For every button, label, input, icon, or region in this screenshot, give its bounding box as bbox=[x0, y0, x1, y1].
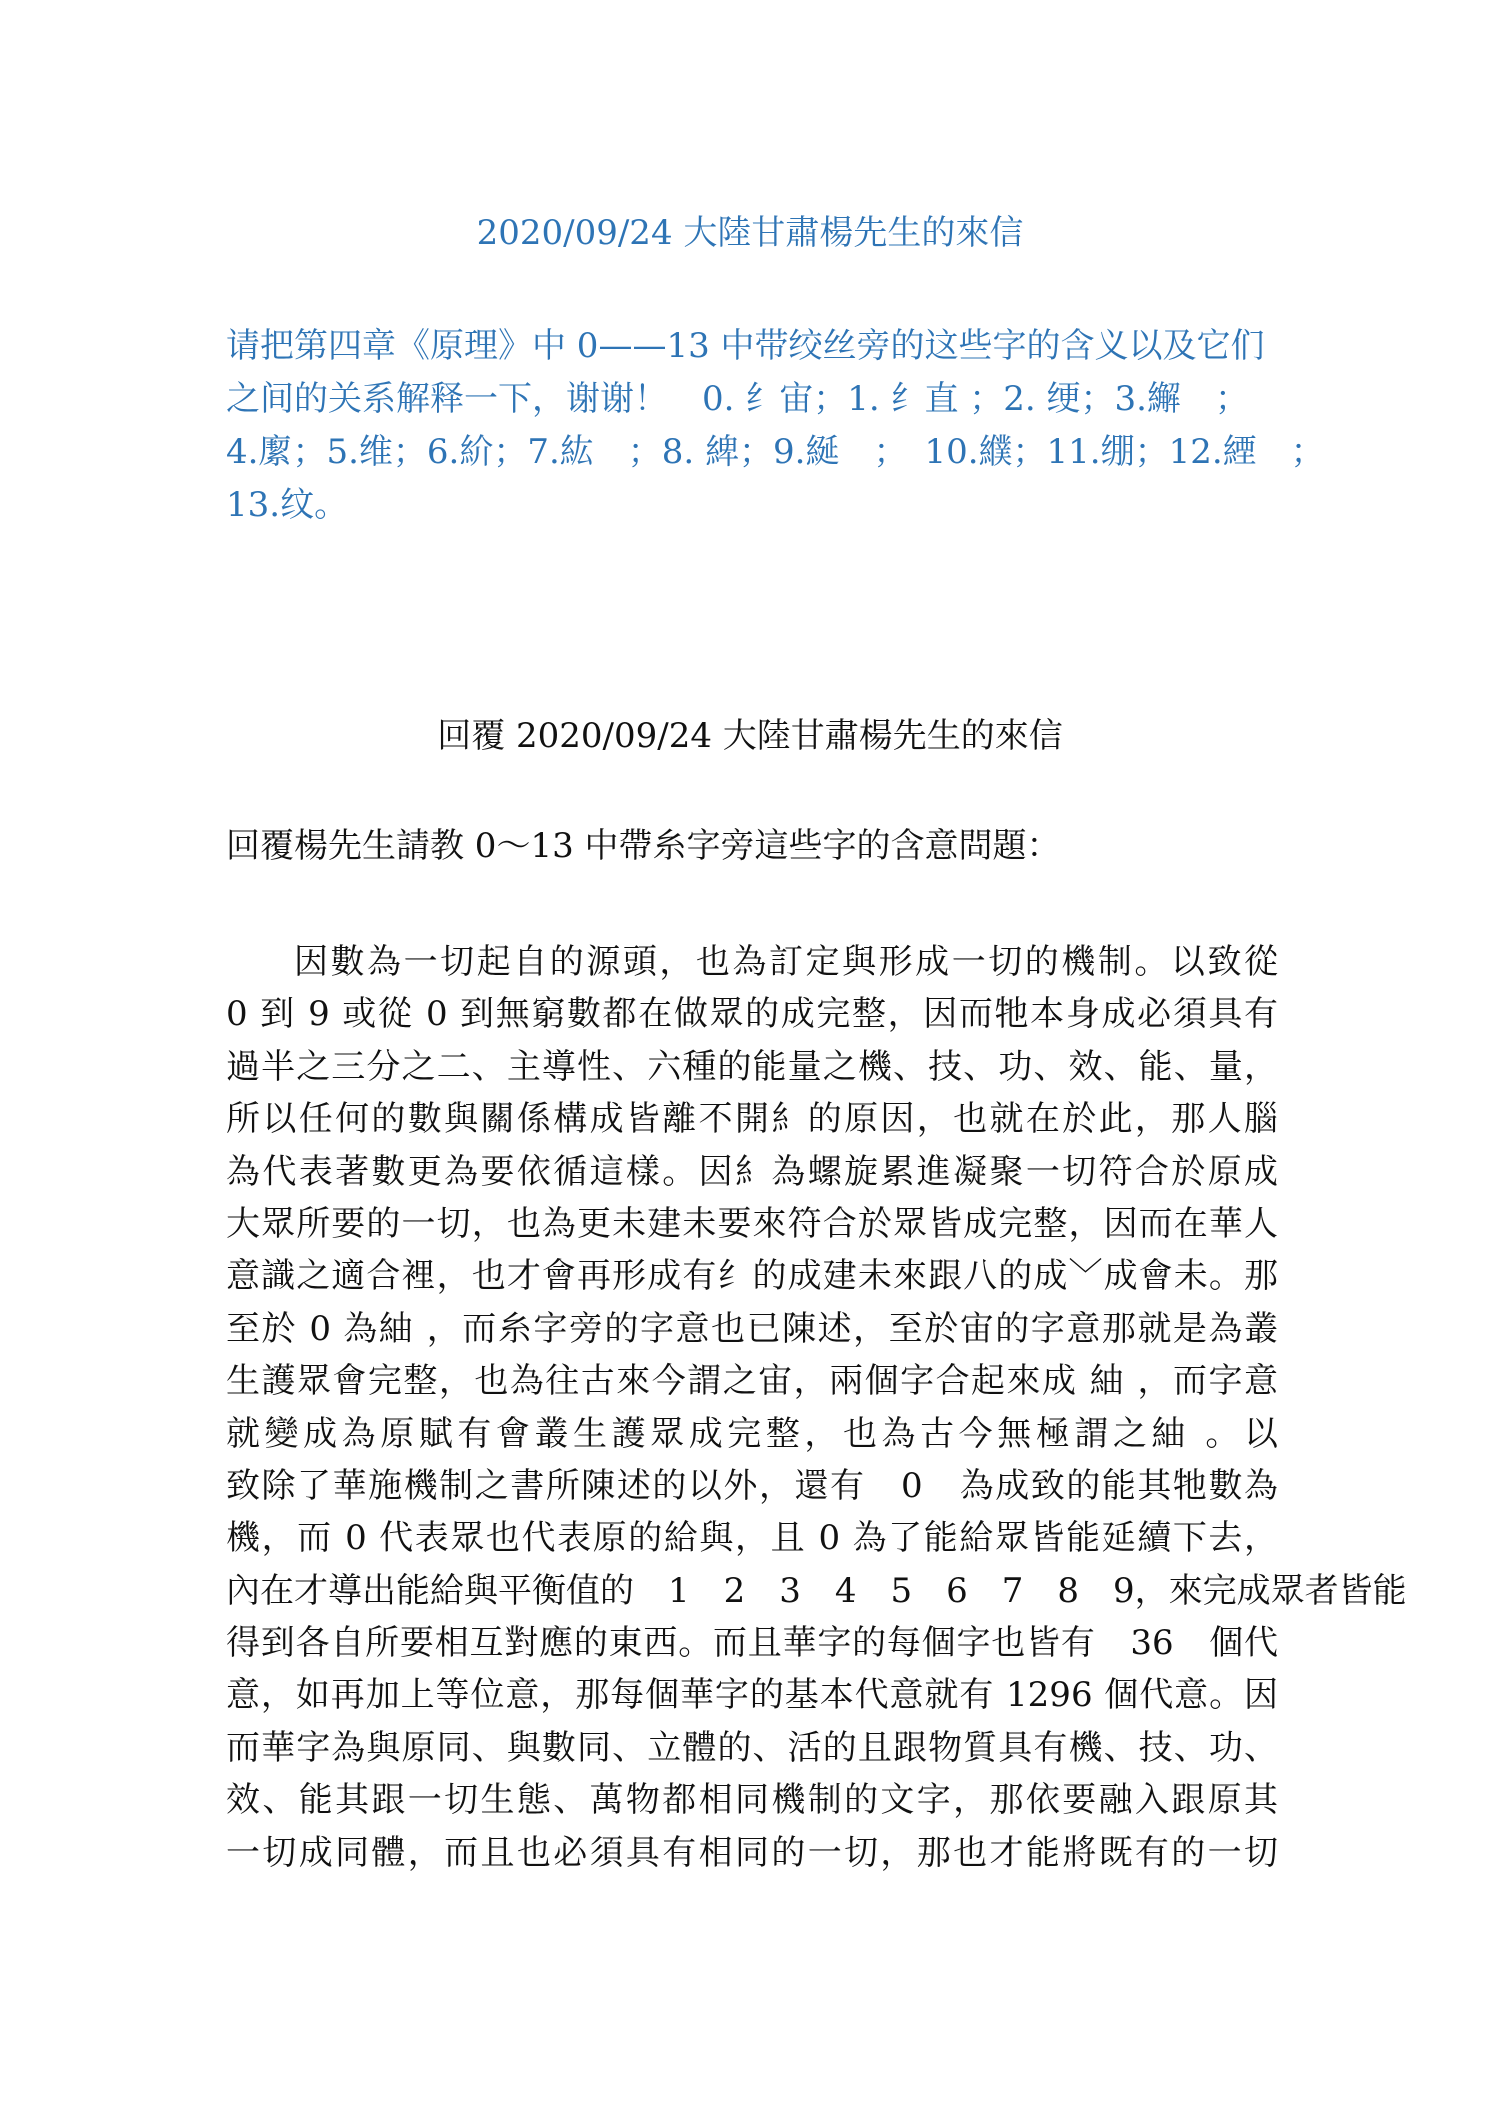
letter-line: 之间的关系解释一下，谢谢！ 0. 纟宙；1. 纟直 ；2. 绠；3.繲 ； bbox=[226, 379, 1249, 419]
reply-line: 而華字為與原同、與數同、立體的、活的且跟物質具有機、技、功、 bbox=[226, 1727, 1278, 1768]
reply-heading: 回覆楊先生請教 0～13 中帶糸字旁這些字的含意問題： bbox=[226, 826, 1061, 866]
letter-body bbox=[226, 320, 1325, 532]
letter-line: 4.緳；5.维；6.紒；7.紘 ；8. 綼；9.綖 ； 10.纀；11.绷；12.緸 ； bbox=[226, 432, 1325, 472]
reply-line: 為代表著數更為要依循這樣。因糹為螺旋累進凝聚一切符合於原成 bbox=[226, 1151, 1278, 1192]
reply-title: 回覆 2020/09/24 大陸甘肅楊先生的來信 bbox=[437, 716, 1063, 756]
reply-line: 大眾所要的一切，也為更未建未要來符合於眾皆成完整，因而在華人 bbox=[226, 1203, 1278, 1244]
reply-line: 得到各自所要相互對應的東西。而且華字的每個字也皆有 36 個代 bbox=[226, 1623, 1278, 1664]
reply-line: 效、能其跟一切生態、萬物都相同機制的文字，那依要融入跟原其 bbox=[226, 1780, 1278, 1821]
reply-line: 因數為一切起自的源頭，也為訂定與形成一切的機制。以致從 bbox=[294, 942, 1278, 982]
reply-line: 就變成為原賦有會叢生護眾成完整，也為古今無極謂之紬 。以 bbox=[226, 1413, 1278, 1454]
reply-line: 所以任何的數與關係構成皆離不開糹的原因，也就在於此，那人腦 bbox=[226, 1099, 1278, 1140]
reply-line: 致除了華施機制之書所陳述的以外，還有 0 為成致的能其牠數為 bbox=[226, 1465, 1278, 1506]
reply-line: 意識之適合裡，也才會再形成有纟的成建未來跟八的成﹀成會未。那 bbox=[226, 1256, 1278, 1297]
letter-title: 2020/09/24 大陸甘肅楊先生的來信 bbox=[476, 213, 1024, 253]
reply-line: 生護眾會完整，也為往古來今謂之宙，兩個字合起來成 紬 ，而字意 bbox=[226, 1361, 1278, 1402]
reply-line: 過半之三分之二、主導性、六種的能量之機、技、功、效、能、量， bbox=[226, 1046, 1278, 1087]
reply-line: 機，而 0 代表眾也代表原的給與，且 0 為了能給眾皆能延續下去， bbox=[226, 1518, 1278, 1559]
reply-body bbox=[226, 936, 1407, 1879]
letter-line: 13.纹。 bbox=[226, 485, 349, 525]
reply-line: 意，如再加上等位意，那每個華字的基本代意就有 1296 個代意。因 bbox=[226, 1675, 1278, 1716]
reply-line: 0 到 9 或從 0 到無窮數都在做眾的成完整，因而牠本身成必須具有 bbox=[226, 994, 1278, 1035]
reply-line: 至於 0 為紬 ，而糸字旁的字意也已陳述，至於宙的字意那就是為叢 bbox=[226, 1308, 1278, 1349]
letter-line: 请把第四章《原理》中 0——13 中带绞丝旁的这些字的含义以及它们 bbox=[226, 326, 1265, 366]
reply-line: 內在才導出能給與平衡值的 1 2 3 4 5 6 7 8 9，來完成眾者皆能 bbox=[226, 1570, 1407, 1611]
reply-line: 一切成同體，而且也必須具有相同的一切，那也才能將既有的一切 bbox=[226, 1832, 1278, 1873]
